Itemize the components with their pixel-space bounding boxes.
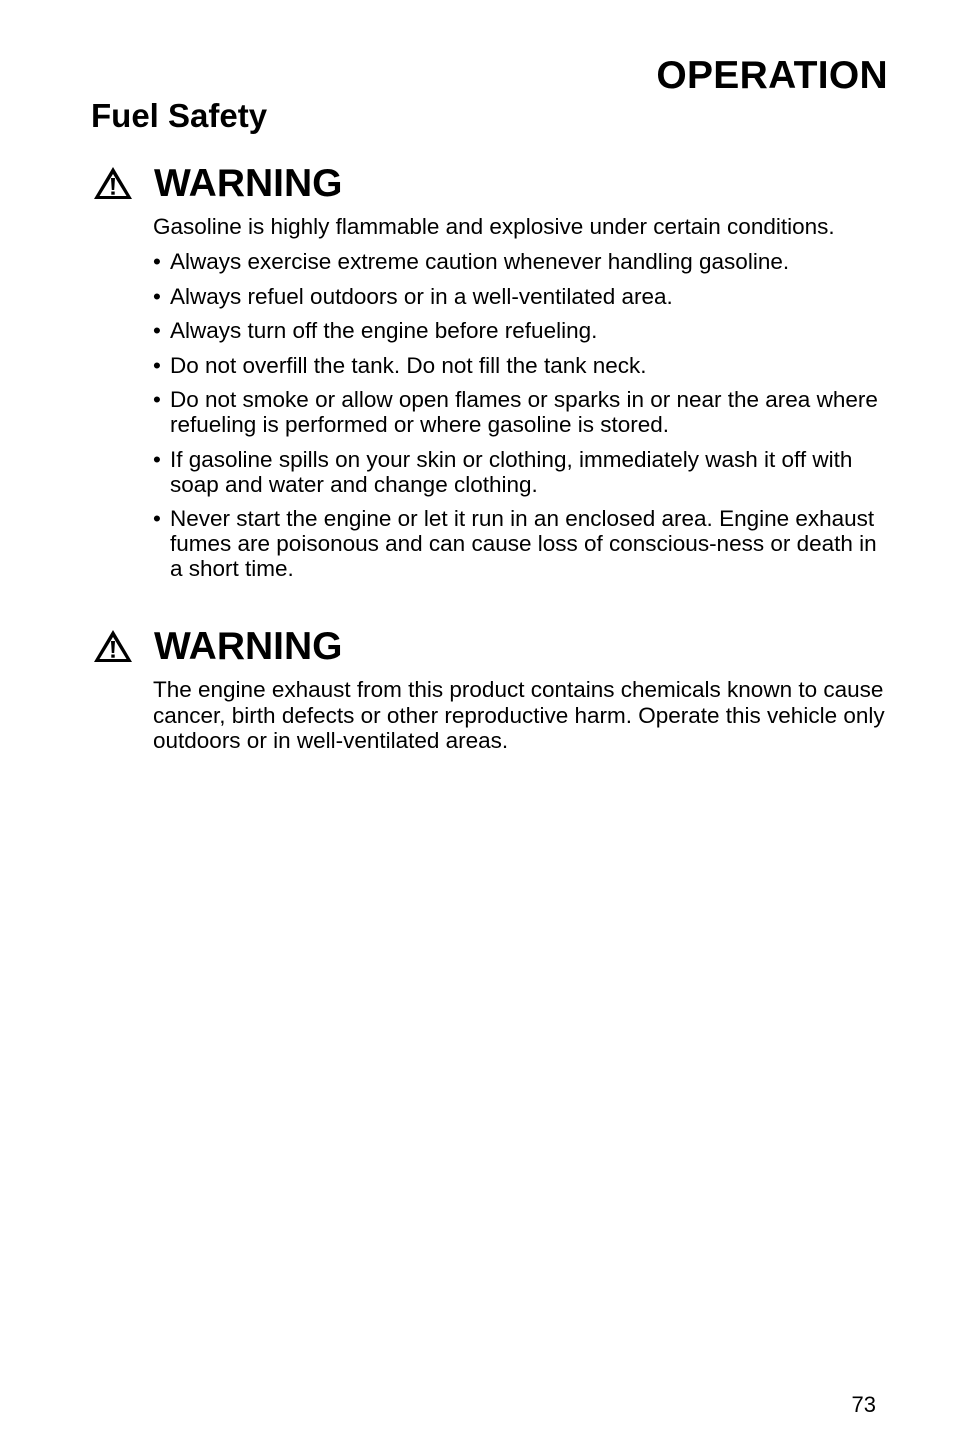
warning-heading	[93, 160, 893, 206]
warning-intro: Gasoline is highly flammable and explosive under certain conditions.	[153, 214, 835, 239]
warning-heading	[93, 623, 893, 669]
subsection-title: Fuel Safety	[91, 97, 268, 134]
warning-intro: The engine exhaust from this product contains chemicals known to cause cancer, birth defects or other reproductive harm. Operate this vehicle only outdoors or in well-ventilated areas.	[153, 677, 885, 753]
warning-triangle-icon	[93, 629, 133, 663]
list-item: • Always exercise extreme caution whenever handling gasoline.	[153, 249, 893, 274]
warning-body	[153, 214, 893, 581]
warning-body	[153, 677, 893, 754]
page-number: 73	[851, 1392, 876, 1417]
warning-block-exhaust	[93, 623, 893, 754]
list-item: • Never start the engine or let it run in an enclosed area. Engine exhaust fumes are poisonous and can cause loss of conscious-ness or death in a short time.	[153, 506, 893, 581]
warning-title: WARNING	[154, 624, 343, 668]
warning-triangle-icon	[93, 166, 133, 200]
list-item: • If gasoline spills on your skin or clothing, immediately wash it off with soap and water and change clothing.	[153, 447, 893, 497]
list-item: • Always refuel outdoors or in a well-ventilated area.	[153, 284, 893, 309]
warning-block-fuel	[93, 160, 893, 581]
list-item: • Do not overfill the tank. Do not fill the tank neck.	[153, 353, 893, 378]
list-item: • Do not smoke or allow open flames or sparks in or near the area where refueling is performed or where gasoline is stored.	[153, 387, 893, 437]
section-header: OPERATION	[656, 54, 888, 97]
warning-title: WARNING	[154, 161, 343, 205]
warning-bullet-list	[153, 249, 893, 581]
list-item: • Always turn off the engine before refueling.	[153, 318, 893, 343]
